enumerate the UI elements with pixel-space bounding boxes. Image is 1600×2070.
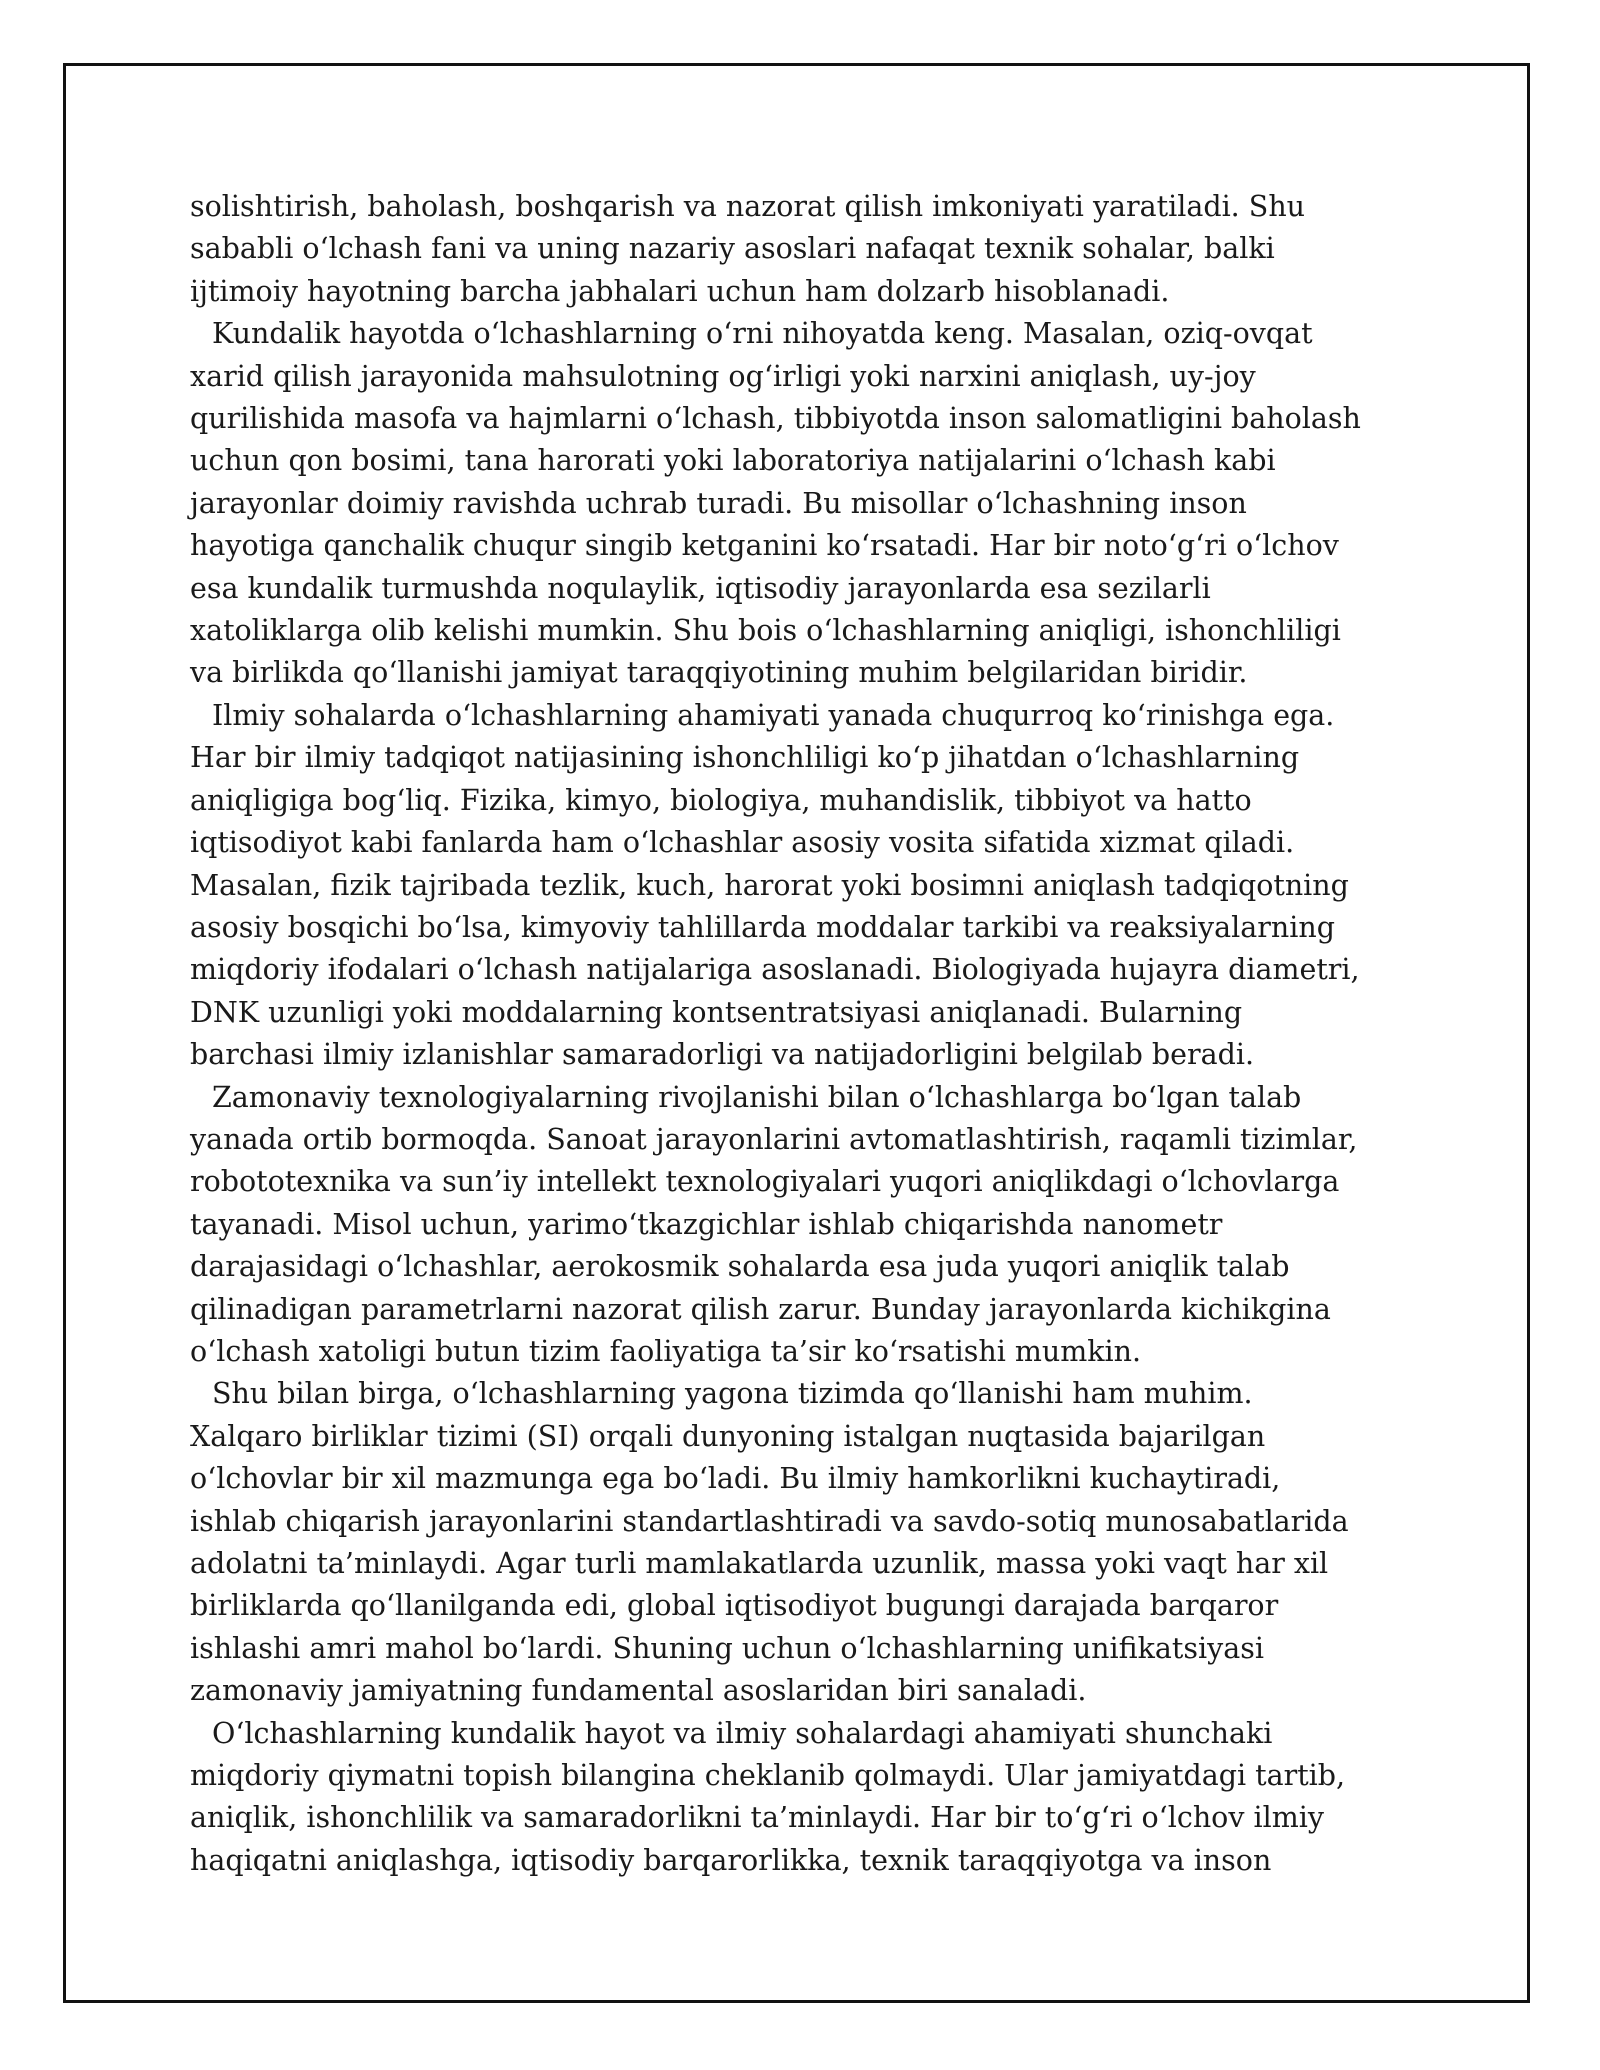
text-line: xarid qilish jarayonida mahsulotning og‘irligi yoki narxini aniqlash, uy-joy — [190, 359, 1256, 393]
text-line: ishlab chiqarish jarayonlarini standartlashtiradi va savdo-sotiq munosabatlarida — [190, 1504, 1349, 1538]
text-line: birliklarda qo‘llanilganda edi, global iqtisodiyot bugungi darajada barqaror — [190, 1589, 1279, 1623]
text-line: jarayonlar doimiy ravishda uchrab turadi. Bu misollar o‘lchashning inson — [190, 486, 1247, 520]
text-line: tayanadi. Misol uchun, yarimo‘tkazgichlar ishlab chiqarishda nanometr — [190, 1207, 1223, 1241]
paragraph — [190, 1373, 1420, 1712]
paragraph — [190, 1713, 1420, 1883]
text-line: xatoliklarga olib kelishi mumkin. Shu bois o‘lchashlarning aniqligi, ishonchliligi — [190, 614, 1341, 648]
paragraph — [190, 186, 1420, 313]
text-line: Har bir ilmiy tadqiqot natijasining ishonchliligi ko‘p jihatdan o‘lchashlarning — [190, 741, 1300, 775]
text-line: haqiqatni aniqlashga, iqtisodiy barqarorlikka, texnik taraqqiyotga va inson — [190, 1843, 1272, 1877]
text-line: ijtimoiy hayotning barcha jabhalari uchun ham dolzarb hisoblanadi. — [190, 274, 1170, 308]
text-line: yanada ortib bormoqda. Sanoat jarayonlarini avtomatlashtirish, raqamli tizimlar, — [190, 1122, 1358, 1156]
text-line: robototexnika va sun’iy intellekt texnologiyalari yuqori aniqlikdagi o‘lchovlarga — [190, 1165, 1340, 1199]
text-line: sababli o‘lchash fani va uning nazariy asoslari nafaqat texnik sohalar, balki — [190, 232, 1275, 266]
text-line: miqdoriy qiymatni topish bilangina cheklanib qolmaydi. Ular jamiyatdagi tartib, — [190, 1759, 1346, 1793]
text-line: o‘lchovlar bir xil mazmunga ega bo‘ladi. Bu ilmiy hamkorlikni kuchaytiradi, — [190, 1462, 1281, 1496]
text-line: va birlikda qo‘llanishi jamiyat taraqqiyotining muhim belgilaridan biridir. — [190, 656, 1248, 690]
text-line: aniqligiga bog‘liq. Fizika, kimyo, biologiya, muhandislik, tibbiyot va hatto — [190, 783, 1252, 817]
paragraph — [190, 313, 1420, 695]
text-line: esa kundalik turmushda noqulaylik, iqtisodiy jarayonlarda esa sezilarli — [190, 571, 1211, 605]
text-line: uchun qon bosimi, tana harorati yoki laboratoriya natijalarini o‘lchash kabi — [190, 444, 1276, 478]
text-line: Zamonaviy texnologiyalarning rivojlanishi bilan o‘lchashlarga bo‘lgan talab — [212, 1080, 1302, 1114]
text-line: zamonaviy jamiyatning fundamental asoslaridan biri sanaladi. — [190, 1674, 1087, 1708]
text-line: Kundalik hayotda o‘lchashlarning o‘rni nihoyatda keng. Masalan, oziq-ovqat — [212, 317, 1313, 351]
document-body — [190, 186, 1420, 1882]
text-line: miqdoriy ifodalari o‘lchash natijalariga asoslanadi. Biologiyada hujayra diametri, — [190, 953, 1360, 987]
text-line: Shu bilan birga, o‘lchashlarning yagona tizimda qo‘llanishi ham muhim. — [212, 1377, 1253, 1411]
text-line: ishlashi amri mahol bo‘lardi. Shuning uchun o‘lchashlarning unifikatsiyasi — [190, 1631, 1264, 1665]
text-line: barchasi ilmiy izlanishlar samaradorligi va natijadorligini belgilab beradi. — [190, 1038, 1255, 1072]
paragraph — [190, 695, 1420, 1077]
text-line: aniqlik, ishonchlilik va samaradorlikni ta’minlaydi. Har bir to‘g‘ri o‘lchov ilmiy — [190, 1801, 1324, 1835]
text-line: asosiy bosqichi bo‘lsa, kimyoviy tahlillarda moddalar tarkibi va reaksiyalarning — [190, 910, 1335, 944]
text-line: O‘lchashlarning kundalik hayot va ilmiy sohalardagi ahamiyati shunchaki — [212, 1716, 1273, 1750]
text-line: hayotiga qanchalik chuqur singib ketganini ko‘rsatadi. Har bir noto‘g‘ri o‘lchov — [190, 529, 1339, 563]
text-line: qurilishida masofa va hajmlarni o‘lchash, tibbiyotda inson salomatligini baholash — [190, 402, 1361, 436]
paragraph — [190, 1077, 1420, 1374]
text-line: Ilmiy sohalarda o‘lchashlarning ahamiyati yanada chuqurroq ko‘rinishga ega. — [212, 698, 1335, 732]
text-line: solishtirish, baholash, boshqarish va nazorat qilish imkoniyati yaratiladi. Shu — [190, 190, 1306, 223]
text-line: adolatni ta’minlaydi. Agar turli mamlakatlarda uzunlik, massa yoki vaqt har xil — [190, 1547, 1329, 1580]
text-line: DNK uzunligi yoki moddalarning kontsentratsiyasi aniqlanadi. Bularning — [190, 995, 1243, 1029]
text-line: Masalan, fizik tajribada tezlik, kuch, harorat yoki bosimni aniqlash tadqiqotning — [190, 868, 1349, 902]
text-line: Xalqaro birliklar tizimi (SI) orqali dunyoning istalgan nuqtasida bajarilgan — [190, 1419, 1266, 1453]
text-line: qilinadigan parametrlarni nazorat qilish zarur. Bunday jarayonlarda kichikgina — [190, 1292, 1331, 1326]
text-line: darajasidagi o‘lchashlar, aerokosmik sohalarda esa juda yuqori aniqlik talab — [190, 1250, 1290, 1284]
text-line: o‘lchash xatoligi butun tizim faoliyatiga ta’sir ko‘rsatishi mumkin. — [190, 1334, 1142, 1368]
text-line: iqtisodiyot kabi fanlarda ham o‘lchashlar asosiy vosita sifatida xizmat qiladi. — [190, 826, 1295, 860]
